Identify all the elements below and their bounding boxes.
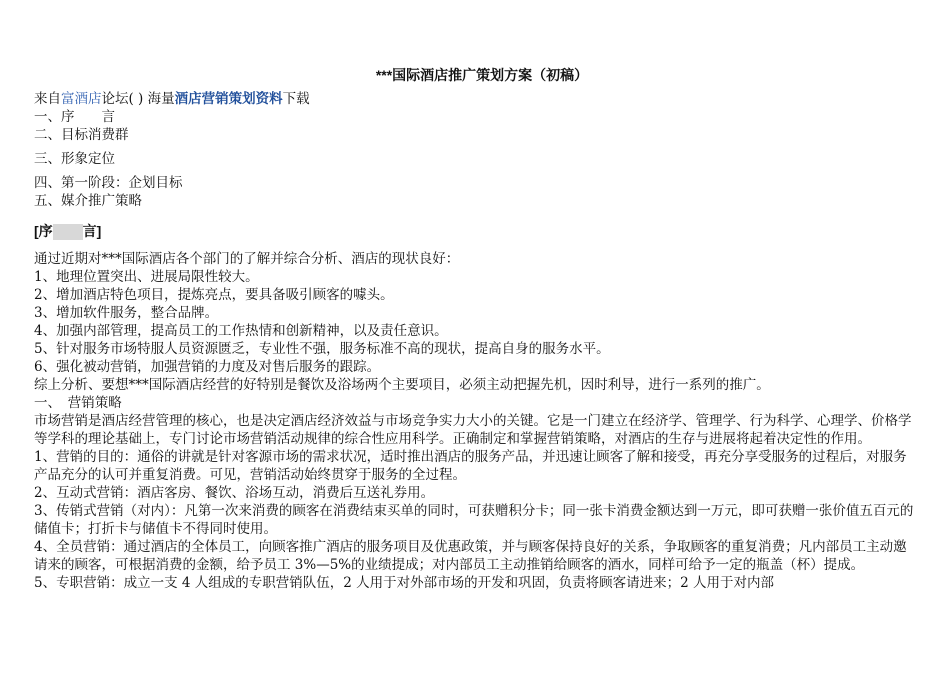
subheading-marketing-strategy: 一、 营销策略: [34, 395, 122, 412]
document-title: ***国际酒店推广策划方案（初稿）: [375, 67, 589, 83]
table-of-contents: [34, 108, 920, 210]
source-link-materials[interactable]: 酒店营销策划资料: [174, 91, 283, 107]
body-paragraph: 6、强化被动营销，加强营销的力度及对售后服务的跟踪。: [34, 359, 381, 376]
section-heading-close: 言]: [82, 223, 102, 239]
body-paragraph: 综上分析、要想***国际酒店经营的好特别是餐饮及浴场两个主要项目，必须主动把握先机，因时利导，进行一系列的推广。: [34, 377, 770, 394]
document-page: [34, 66, 920, 592]
toc-item-3: 三、形象定位: [34, 151, 115, 167]
section-heading-preface: [34, 222, 920, 240]
source-suffix: 下载: [282, 91, 310, 107]
body-paragraph: 4、全员营销：通过酒店的全体员工，向顾客推广酒店的服务项目及优惠政策，并与顾客保持良好的关系，争取顾客的重复消费；凡内部员工主动邀请来的顾客，可根据消费的金额，给予员工 3%—5%的业绩提成；对内部员工主动推销给顾客的酒水，同样可给予一定的瓶盖（杯）提成。: [34, 539, 907, 574]
document-body: [34, 250, 920, 592]
toc-item-1: 一、序 言: [34, 109, 115, 125]
body-paragraph: 4、加强内部管理，提高员工的工作热情和创新精神，以及责任意识。: [34, 323, 448, 340]
heading-highlight: [53, 224, 83, 240]
toc-item-4: 四、第一阶段：企划目标: [34, 175, 183, 191]
body-paragraph: 1、地理位置突出、进展局限性较大。: [34, 269, 259, 286]
source-mid: 论坛( ) 海量: [101, 91, 175, 107]
body-paragraph: 5、专职营销：成立一支 4 人组成的专职营销队伍，2 人用于对外部市场的开发和巩固，负责将顾客请进来；2 人用于对内部: [34, 575, 775, 592]
body-paragraph: 3、传销式营销（对内）：凡第一次来消费的顾客在消费结束买单的同时，可获赠积分卡；同一张卡消费金额达到一万元，即可获赠一张价值五百元的储值卡；打折卡与储值卡不得同时使用。: [34, 503, 914, 538]
body-paragraph: 市场营销是酒店经营管理的核心，也是决定酒店经济效益与市场竞争实力大小的关键。它是一门建立在经济学、管理学、行为科学、心理学、价格学等学科的理论基础上，专门讨论市场营销活动规律的综合性应用科学。正确制定和掌握营销策略，对酒店的生存与进展将起着决定性的作用。: [34, 413, 912, 448]
toc-item-5: 五、媒介推广策略: [34, 193, 142, 209]
source-line: [34, 90, 920, 108]
body-paragraph: 2、互动式营销：酒店客房、餐饮、浴场互动，消费后互送礼券用。: [34, 485, 435, 502]
body-paragraph: 1、营销的目的：通俗的讲就是针对客源市场的需求状况，适时推出酒店的服务产品，并迅速让顾客了解和接受，再充分享受服务的过程后，对服务产品充分的认可并重复消费。可见，营销活动始终贯穿于服务的全过程。: [34, 449, 907, 484]
body-paragraph: 3、增加软件服务，整合品牌。: [34, 305, 219, 322]
body-paragraph: 2、增加酒店特色项目，提炼亮点，要具备吸引顾客的噱头。: [34, 287, 394, 304]
source-prefix: 来自: [34, 91, 61, 107]
section-heading-open: [序: [34, 223, 53, 239]
toc-item-2: 二、目标消费群: [34, 127, 129, 143]
source-link-hotel[interactable]: 富酒店: [61, 91, 102, 107]
body-paragraph: 5、针对服务市场特服人员资源匮乏，专业性不强，服务标准不高的现状，提高自身的服务水平。: [34, 341, 610, 358]
body-paragraph: 通过近期对***国际酒店各个部门的了解并综合分析、酒店的现状良好：: [34, 251, 460, 268]
